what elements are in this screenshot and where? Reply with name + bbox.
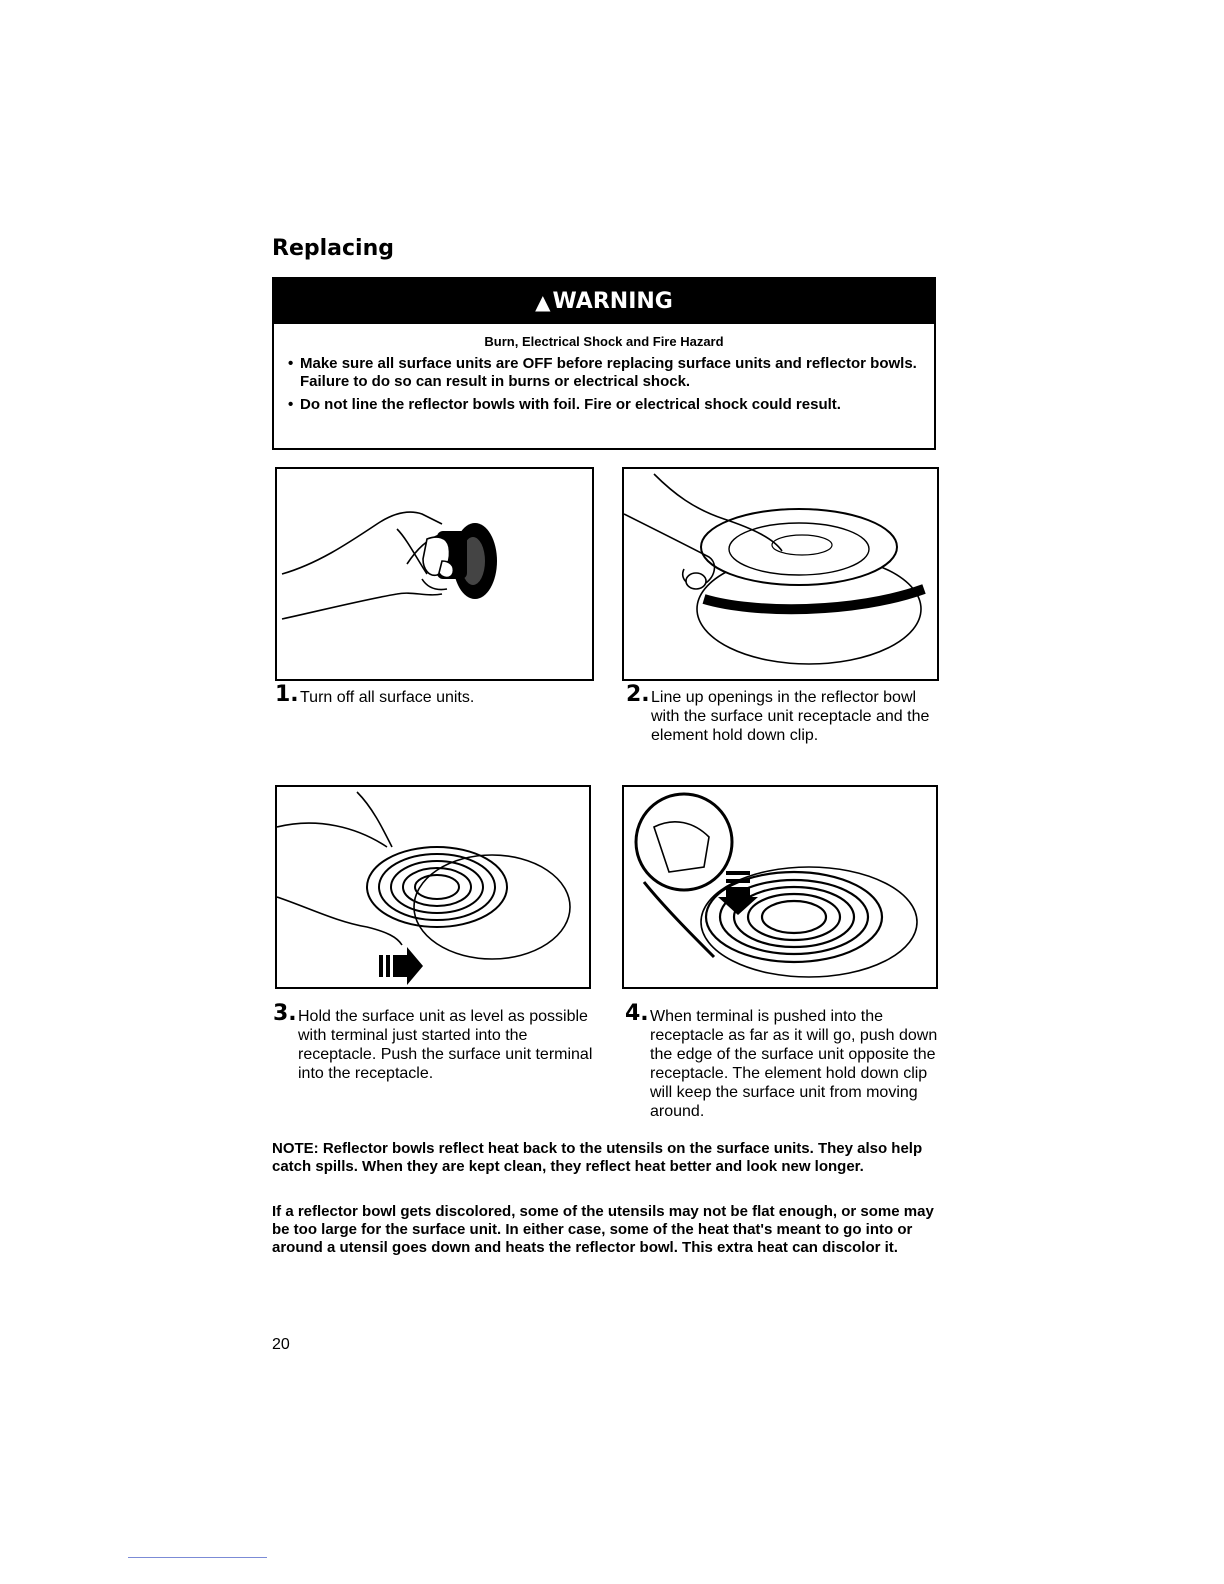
figure-reflector-bowl (622, 467, 939, 681)
reflector-bowl-illustration (624, 469, 937, 679)
step-2 (626, 682, 942, 745)
warning-box (272, 277, 936, 450)
step-text: When terminal is pushed into the receptacle as far as it will go, push down the edge of the surface unit opposite the receptacle. The element hold down clip will keep the surface unit from moving around. (650, 1008, 938, 1120)
warning-item: • Do not line the reflector bowls with foil. Fire or electrical shock could result. (286, 396, 924, 414)
step-4 (625, 1001, 945, 1121)
warning-item: • Make sure all surface units are OFF before replacing surface units and reflector bowls. Failure to do so can result in burns or electrical shock. (286, 355, 924, 391)
page-number: 20 (272, 1336, 290, 1353)
step-number: 2. (626, 682, 650, 707)
warning-title: WARNING (552, 289, 673, 314)
step-number: 3. (273, 1001, 297, 1026)
step-number: 1. (275, 682, 299, 707)
warning-triangle-icon: ▲ (535, 289, 551, 314)
note-paragraph: NOTE: Reflector bowls reflect heat back to the utensils on the surface units. They also help catch spills. When they are kept clean, they reflect heat better and look new longer. (272, 1140, 923, 1175)
step-text: Line up openings in the reflector bowl with the surface unit receptacle and the element hold down clip. (651, 689, 930, 744)
warning-list (274, 355, 934, 414)
figure-push-down-unit (622, 785, 938, 989)
footer-divider (128, 1557, 267, 1558)
step-1 (275, 682, 575, 707)
figure-turn-off-knob (275, 467, 594, 681)
step-text: Hold the surface unit as level as possible with terminal just started into the receptacle. Push the surface unit terminal into the receptacle. (298, 1008, 593, 1082)
pushing-down-unit-illustration (624, 787, 936, 987)
step-3 (273, 1001, 593, 1083)
holding-surface-unit-illustration (277, 787, 589, 987)
warning-subtitle: Burn, Electrical Shock and Fire Hazard (484, 334, 724, 349)
note-paragraph: If a reflector bowl gets discolored, some of the utensils may not be flat enough, or some may be too large for the surface unit. In either case, some of the heat that's meant to go into or around a utensil goes down and heats the reflector bowl. This extra heat can discolor it. (272, 1203, 934, 1256)
warning-header (274, 279, 934, 324)
step-text: Turn off all surface units. (300, 689, 475, 706)
section-title: Replacing (272, 236, 394, 261)
figure-hold-surface-unit (275, 785, 591, 989)
step-number: 4. (625, 1001, 649, 1026)
hand-turning-knob-illustration (277, 469, 592, 679)
